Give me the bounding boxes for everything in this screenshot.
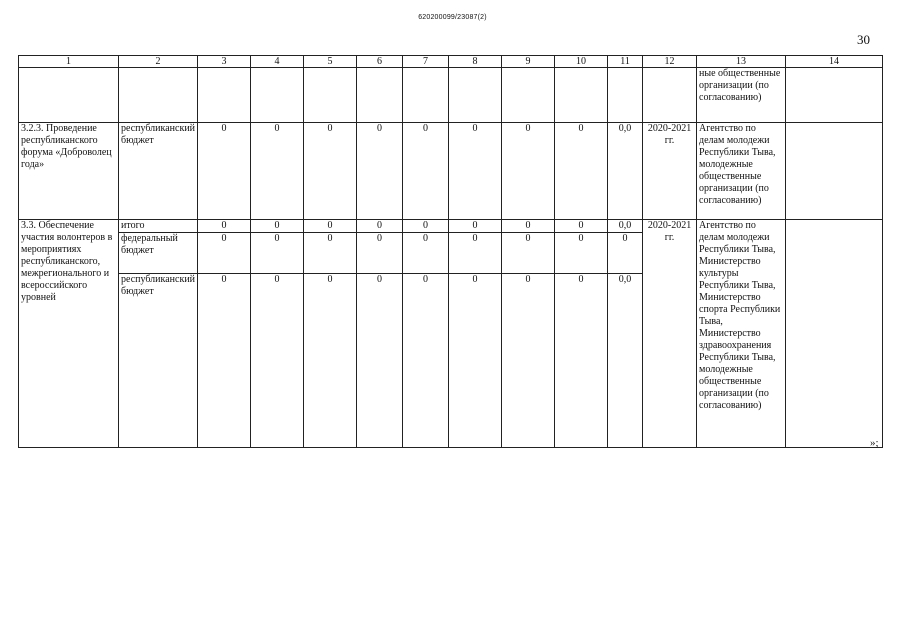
table-cell	[119, 68, 198, 123]
header-cell: 9	[502, 56, 555, 68]
header-cell: 2	[119, 56, 198, 68]
continuation-row	[19, 68, 883, 123]
table-cell	[251, 68, 304, 123]
value-cell: 0,0	[608, 220, 643, 233]
value-cell: 0	[502, 123, 555, 220]
value-cell: 0	[449, 123, 502, 220]
value-cell: 0	[251, 233, 304, 274]
header-cell: 4	[251, 56, 304, 68]
header-cell: 11	[608, 56, 643, 68]
value-cell: 0	[198, 274, 251, 448]
header-cell: 7	[403, 56, 449, 68]
value-cell: 0	[555, 233, 608, 274]
value-cell: 0	[251, 123, 304, 220]
value-cell: 0	[555, 123, 608, 220]
value-cell: 0	[449, 274, 502, 448]
table-cell	[304, 68, 357, 123]
table-cell	[608, 68, 643, 123]
value-cell: 0	[304, 123, 357, 220]
funding-source: республиканский бюджет	[119, 274, 198, 448]
value-cell: 0	[403, 274, 449, 448]
value-cell: 0	[251, 220, 304, 233]
funding-source: итого	[119, 220, 198, 233]
value-cell: 0,0	[608, 123, 643, 220]
value-cell: 0	[403, 123, 449, 220]
header-cell: 10	[555, 56, 608, 68]
value-cell: 0	[357, 274, 403, 448]
table-cell	[403, 68, 449, 123]
header-cell: 5	[304, 56, 357, 68]
value-cell: 0	[502, 233, 555, 274]
period-cell: 2020-2021 гг.	[643, 123, 697, 220]
value-cell: 0	[198, 123, 251, 220]
row-3-3-itogo	[19, 220, 883, 233]
value-cell: 0	[403, 220, 449, 233]
table-cell	[502, 68, 555, 123]
header-cell: 6	[357, 56, 403, 68]
page-number: 30	[857, 32, 870, 47]
row-3-2-3	[19, 123, 883, 220]
header-cell: 3	[198, 56, 251, 68]
table-cell	[19, 68, 119, 123]
value-cell: 0	[304, 233, 357, 274]
measure-name: 3.3. Обеспечение участия волонтеров в мероприятиях республиканского, межрегионального и всероссийского уровней	[19, 220, 119, 448]
table-cell	[198, 68, 251, 123]
header-cell: 8	[449, 56, 502, 68]
value-cell: 0	[502, 220, 555, 233]
measure-name: 3.2.3. Проведение республиканского форума «Доброволец года»	[19, 123, 119, 220]
table-cell	[555, 68, 608, 123]
value-cell: 0	[608, 233, 643, 274]
table-cell	[643, 68, 697, 123]
closing-quote-mark: »;	[870, 437, 879, 449]
header-cell: 12	[643, 56, 697, 68]
header-cell: 1	[19, 56, 119, 68]
value-cell: 0	[304, 274, 357, 448]
executor-cell: Агентство по делам молодежи Республики Тыва, молодежные общественные организации (по согласованию)	[697, 123, 786, 220]
executor-cell: ные общественные организации (по согласованию)	[697, 68, 786, 123]
period-cell: 2020-2021 гг.	[643, 220, 697, 448]
value-cell: 0	[555, 220, 608, 233]
value-cell: 0	[357, 220, 403, 233]
funding-source: республиканский бюджет	[119, 123, 198, 220]
document-id: 620200099/23087(2)	[418, 14, 487, 21]
value-cell: 0	[251, 274, 304, 448]
header-cell: 14	[786, 56, 883, 68]
header-row	[19, 56, 883, 68]
header-cell: 13	[697, 56, 786, 68]
executor-cell: Агентство по делам молодежи Республики Тыва, Министерство культуры Республики Тыва, Министерство спорта Республики Тыва, Министерство здравоохранения Республики Тыва, молодежные общественные организации (по согласованию)	[697, 220, 786, 448]
program-table	[18, 55, 883, 448]
value-cell: 0	[198, 220, 251, 233]
value-cell: 0	[357, 233, 403, 274]
value-cell: 0	[357, 123, 403, 220]
table-cell	[357, 68, 403, 123]
value-cell: 0	[449, 233, 502, 274]
table-cell	[786, 68, 883, 123]
value-cell: 0,0	[608, 274, 643, 448]
table-cell	[449, 68, 502, 123]
value-cell: 0	[502, 274, 555, 448]
value-cell: 0	[403, 233, 449, 274]
value-cell: 0	[449, 220, 502, 233]
table-cell	[786, 123, 883, 220]
value-cell: 0	[304, 220, 357, 233]
table-cell	[786, 220, 883, 448]
value-cell: 0	[555, 274, 608, 448]
funding-source: федеральный бюджет	[119, 233, 198, 274]
value-cell: 0	[198, 233, 251, 274]
